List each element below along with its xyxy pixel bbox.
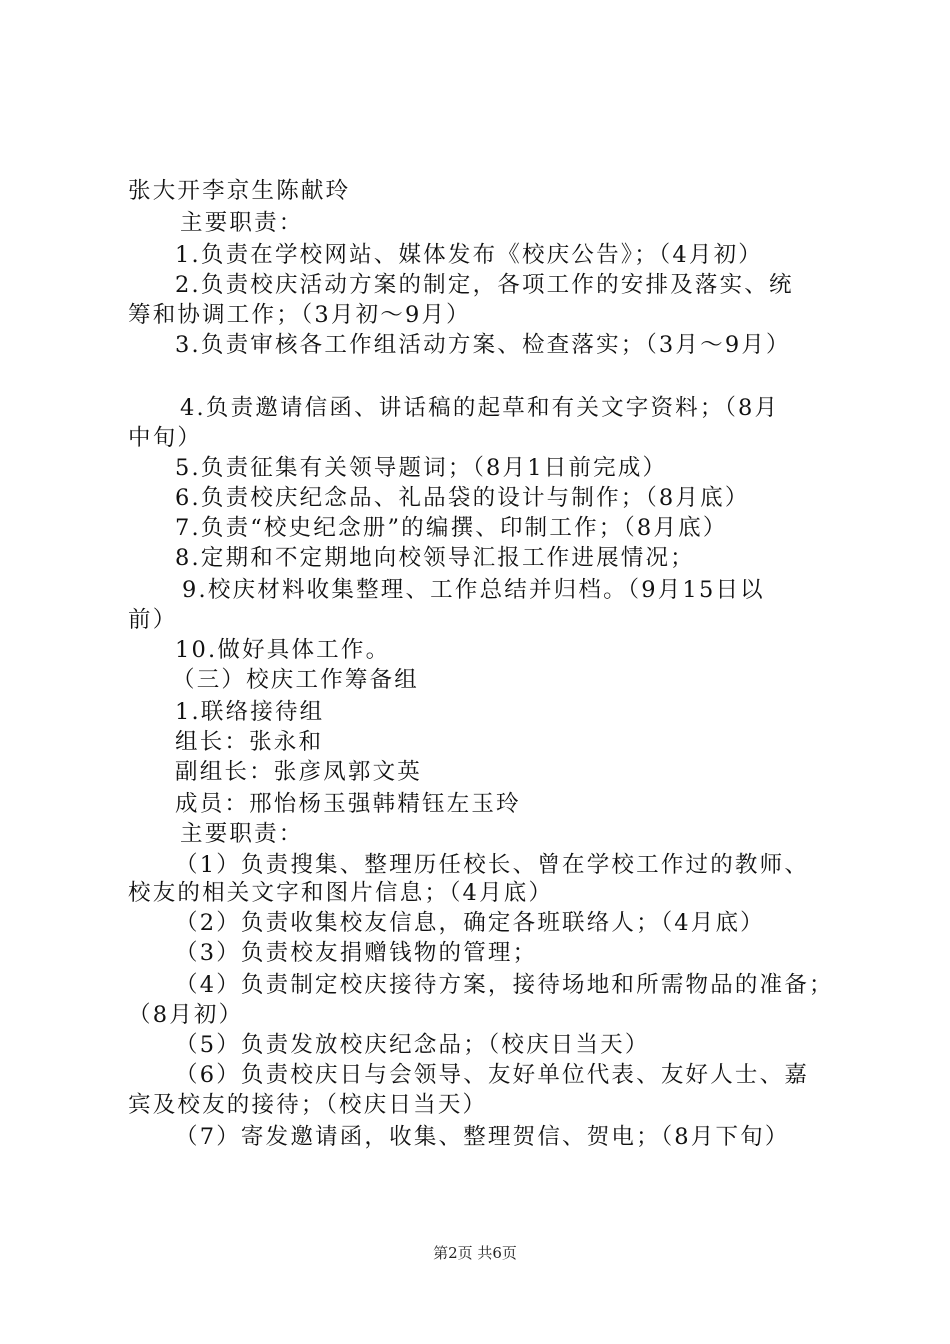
text-line: 中旬） xyxy=(128,425,203,451)
text-line: 7.负责“校史纪念册”的编撰、印制工作；（8月底） xyxy=(175,515,728,541)
text-line: 1.负责在学校网站、媒体发布《校庆公告》；（4月初） xyxy=(175,242,763,268)
text-line: （3）负责校友捐赠钱物的管理； xyxy=(175,940,538,966)
text-line: 6.负责校庆纪念品、礼品袋的设计与制作；（8月底） xyxy=(175,485,750,511)
text-line: （6）负责校庆日与会领导、友好单位代表、友好人士、嘉 xyxy=(175,1062,810,1088)
text-line: 3.负责审核各工作组活动方案、检查落实；（3月～9月） xyxy=(175,332,791,358)
text-line: 张大开李京生陈献玲 xyxy=(128,178,351,204)
page-footer: 第2页 共6页 xyxy=(433,1244,517,1262)
text-line: 10.做好具体工作。 xyxy=(175,637,391,663)
text-line: （1）负责搜集、整理历任校长、曾在学校工作过的教师、 xyxy=(175,852,810,878)
text-line: 8.定期和不定期地向校领导汇报工作进展情况； xyxy=(175,545,695,571)
text-line: （4）负责制定校庆接待方案，接待场地和所需物品的准备； xyxy=(175,972,834,998)
text-line: （8月初） xyxy=(128,1002,244,1028)
text-line: 宾及校友的接待；（校庆日当天） xyxy=(128,1092,488,1118)
text-line: 5.负责征集有关领导题词；（8月1日前完成） xyxy=(175,455,668,481)
text-line: 2.负责校庆活动方案的制定，各项工作的安排及落实、统 xyxy=(175,272,794,298)
text-line: （2）负责收集校友信息，确定各班联络人；（4月底） xyxy=(175,910,765,936)
text-line: （7）寄发邀请函，收集、整理贺信、贺电；（8月下旬） xyxy=(175,1124,790,1150)
section-heading: （三）校庆工作筹备组 xyxy=(172,667,420,693)
text-line: 主要职责： xyxy=(180,821,304,847)
text-line: 4.负责邀请信函、讲话稿的起草和有关文字资料；（8月 xyxy=(180,395,780,421)
text-line: 校友的相关文字和图片信息；（4月底） xyxy=(128,880,554,906)
text-line: 副组长：张彦凤郭文英 xyxy=(175,759,423,785)
text-line: 前） xyxy=(128,607,178,633)
text-line: 筹和协调工作；（3月初～9月） xyxy=(128,302,471,328)
text-line: 主要职责： xyxy=(180,210,304,236)
text-line: （5）负责发放校庆纪念品；（校庆日当天） xyxy=(175,1032,650,1058)
text-line: 1.联络接待组 xyxy=(175,699,325,725)
text-line: 组长：张永和 xyxy=(175,729,324,755)
text-line: 9.校庆材料收集整理、工作总结并归档。（9月15日以 xyxy=(182,577,765,603)
text-line: 成员：邢怡杨玉强韩精钰左玉玲 xyxy=(175,791,521,817)
